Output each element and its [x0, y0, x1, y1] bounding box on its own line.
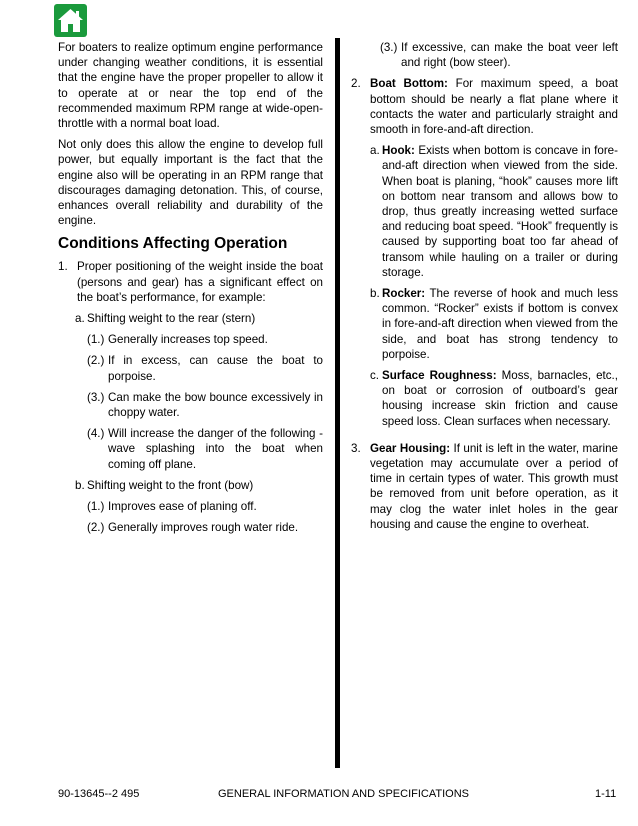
item-number: 1. [58, 260, 68, 274]
sub-label: a. [370, 144, 380, 158]
sub-title: Surface Roughness: [382, 369, 497, 383]
item-number: 2. [351, 77, 361, 91]
sub-title: Rocker: [382, 287, 426, 301]
detonation-paragraph: Not only does this allow the engine to develop full power, but equally important is the fact that the engine also will be operating in an RPM range that discourages damaging detonation. This, of course, enhances overall reliability and durability of the engine. [58, 138, 323, 228]
sub-item-rocker [370, 286, 618, 362]
sub-body: The reverse of hook and much less common. “Rocker” exists if bottom is convex in fore-and-aft direction when viewed from the side, and boat has strong tendency to porpoise. [382, 287, 618, 361]
item-title: Gear Housing: [370, 441, 451, 455]
list-label: (2.) [87, 521, 105, 535]
list-label: (3.) [87, 390, 105, 404]
list-item [87, 499, 323, 514]
list-item [87, 332, 323, 347]
sub-text [382, 286, 618, 362]
list-item [87, 353, 323, 383]
list-text: Generally improves rough water ride. [108, 521, 299, 535]
right-column [351, 40, 618, 538]
sub-item-hook [370, 143, 618, 280]
item-text: Proper positioning of the weight inside the boat (persons and gear) has a significant effect on the boat’s performance, for example: [77, 260, 323, 304]
list-item [87, 390, 323, 420]
sub-list-a [87, 332, 323, 472]
list-item-1 [58, 259, 323, 541]
sub-label: b. [75, 478, 85, 492]
list-label: (3.) [380, 41, 398, 54]
list-text: Generally increases top speed. [108, 333, 268, 347]
continued-item [380, 40, 618, 70]
list-text: If excessive, can make the boat veer left and right (bow steer). [401, 41, 618, 70]
sub-list-b [87, 499, 323, 535]
list-label: (1.) [87, 333, 105, 347]
sub-text [382, 368, 618, 429]
list-item-2 [351, 76, 618, 434]
home-button[interactable] [54, 4, 87, 37]
sub-text: Shifting weight to the front (bow) [87, 478, 254, 492]
sub-body: Moss, barnacles, etc., on boat or corrosion of outboard’s gear housing increase skin friction and cause speed loss. Clean surfaces when necessary. [382, 369, 618, 428]
sub-item-surface-roughness [370, 368, 618, 429]
intro-paragraph: For boaters to realize optimum engine performance under changing weather conditions, it is essential that the engine have the proper propeller to allow it to operate at or near the top end of the recommended maximum RPM range at wide-open-throttle with a normal boat load. [58, 41, 323, 131]
left-column [58, 40, 323, 547]
sub-label: c. [370, 369, 380, 383]
sub-label: b. [370, 287, 380, 301]
section-heading: Conditions Affecting Operation [58, 235, 288, 253]
item-text [370, 76, 618, 137]
item-body-text: For maximum speed, a boat bottom should be nearly a flat plane where it contacts the water and particularly straight and smooth in fore-and-aft direction. [370, 77, 618, 137]
footer-doc-id: 90-13645--2 495 [58, 788, 140, 800]
sub-body: Exists when bottom is concave in fore-and-aft direction when viewed from the side. When boat is planing, “hook” causes more lift on bottom near transom and allows bow to drop, thus greatly increasing wetted surface and reducing boat speed. “Hook” frequently is caused by supporting boat too far ahead of transom while hauling on a trailer or during storage. [382, 144, 618, 279]
sub-label: a. [75, 312, 85, 326]
list-label: (1.) [87, 500, 105, 514]
item-number: 3. [351, 441, 361, 455]
column-divider [335, 38, 340, 768]
item-body-text: If unit is left in the water, marine vegetation may accumulate over a period of time in certain types of water. This growth must be removed from unit before operation, as it may clog the water inlet holes in the gear housing and cause the engine to overheat. [370, 441, 618, 531]
sub-text [382, 143, 618, 280]
list-item [87, 520, 323, 535]
list-text: Improves ease of planing off. [108, 500, 257, 514]
list-text: Will increase the danger of the following - wave splashing into the boat when coming off plane. [108, 427, 323, 471]
item-title: Boat Bottom: [370, 77, 448, 91]
footer-section-title: GENERAL INFORMATION AND SPECIFICATIONS [218, 788, 469, 800]
list-label: (4.) [87, 427, 105, 441]
home-icon [54, 4, 87, 37]
list-text: If in excess, can cause the boat to porpoise. [108, 354, 323, 383]
item-text [370, 441, 618, 532]
list-text: Can make the bow bounce excessively in choppy water. [108, 390, 323, 420]
sub-title: Hook: [382, 144, 415, 158]
list-item-3 [351, 441, 618, 532]
sub-text: Shifting weight to the rear (stern) [87, 312, 256, 326]
sub-item-a [75, 311, 323, 326]
list-item [87, 426, 323, 472]
sub-item-b [75, 478, 323, 493]
list-label: (2.) [87, 354, 105, 368]
footer-page-number: 1-11 [595, 788, 617, 800]
